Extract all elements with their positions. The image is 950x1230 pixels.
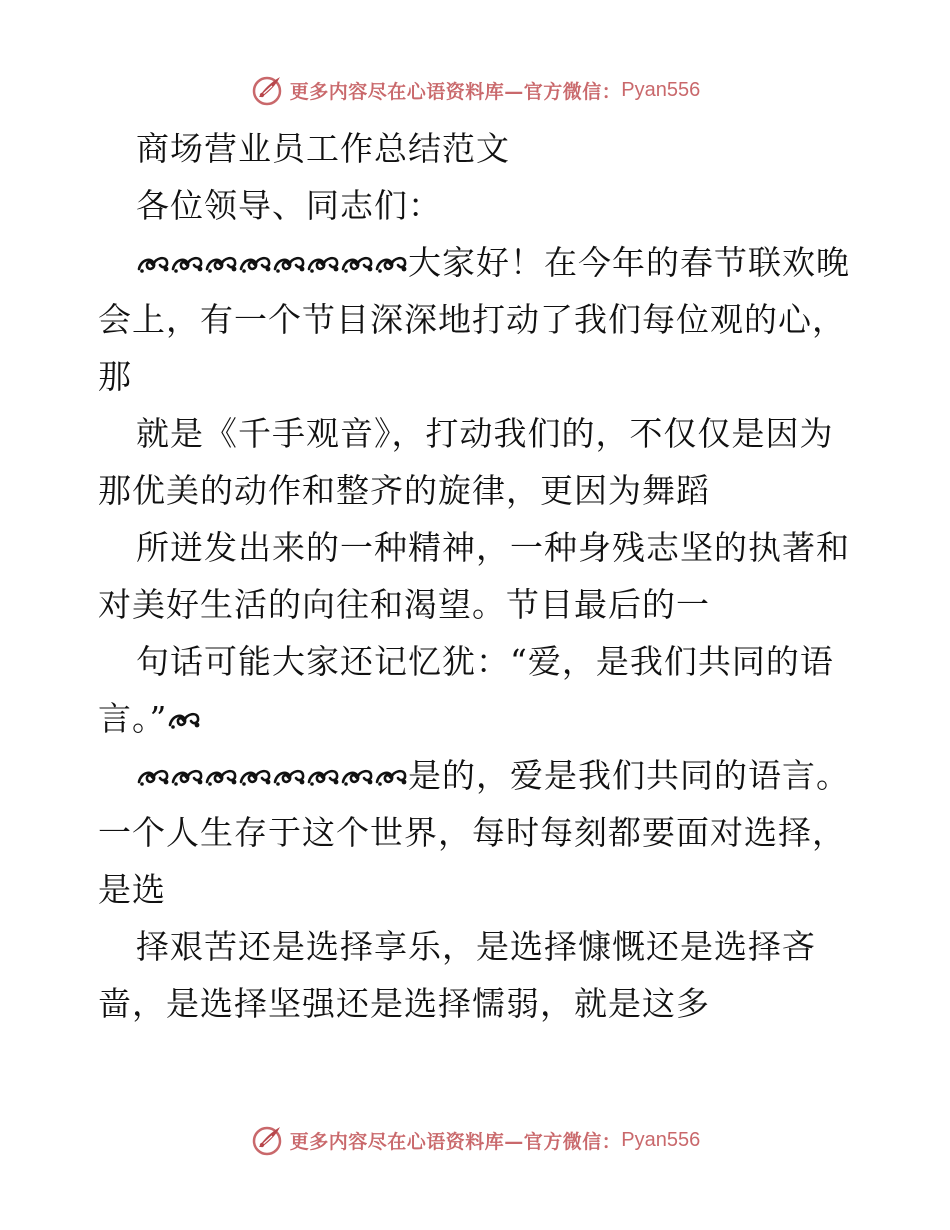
banner-text: 更多内容尽在心语资料库—官方微信：	[289, 1130, 622, 1153]
text-line	[98, 747, 888, 804]
swirl-ornament-icon	[306, 235, 340, 257]
swirl-ornament-icon	[136, 235, 170, 257]
swirl-ornament-icon	[170, 748, 204, 770]
swirl-ornament-icon	[272, 748, 306, 770]
line-text: 各位领导、同志们：	[136, 186, 442, 225]
line-text: 那优美的动作和整齐的旋律，更因为舞蹈	[98, 471, 710, 510]
swirl-ornament-icon	[136, 748, 170, 770]
header-banner	[0, 70, 950, 110]
text-line	[98, 462, 888, 519]
text-line	[98, 519, 888, 576]
line-text: 大家好！在今年的春节联欢晚	[408, 243, 850, 282]
swirl-ornament-icon	[238, 748, 272, 770]
text-line	[98, 975, 888, 1032]
swirl-ornament-icon	[272, 235, 306, 257]
text-line	[98, 576, 888, 633]
footer-banner	[0, 1120, 950, 1160]
swirl-ornament-icon	[374, 748, 408, 770]
line-text: 是的，爱是我们共同的语言。	[408, 756, 850, 795]
line-text: 就是《千手观音》，打动我们的，不仅仅是因为	[136, 414, 834, 453]
line-text: 所迸发出来的一种精神，一种身残志坚的执著和	[136, 528, 850, 567]
text-line	[98, 348, 888, 405]
quill-seal-icon	[250, 1123, 284, 1157]
text-line	[98, 633, 888, 690]
banner-text: 更多内容尽在心语资料库—官方微信：	[289, 80, 622, 103]
line-text: 商场营业员工作总结范文	[136, 129, 510, 168]
line-text: 会上，有一个节目深深地打动了我们每位观的心，	[98, 300, 846, 339]
text-line	[98, 405, 888, 462]
line-text: 是选	[98, 870, 166, 909]
text-line	[98, 804, 888, 861]
line-text: 那	[98, 357, 132, 396]
document-body	[98, 120, 888, 1032]
quill-seal-icon	[250, 73, 284, 107]
swirl-ornament-icon	[170, 235, 204, 257]
text-line	[98, 177, 888, 234]
swirl-ornament-icon	[374, 235, 408, 257]
text-line	[98, 291, 888, 348]
text-line	[98, 234, 888, 291]
banner-account: Pyan556	[621, 78, 701, 101]
swirl-ornament-icon	[204, 748, 238, 770]
line-text: 啬，是选择坚强还是选择懦弱，就是这多	[98, 984, 710, 1023]
text-line	[98, 120, 888, 177]
text-line	[98, 918, 888, 975]
text-line	[98, 690, 888, 747]
banner-account: Pyan556	[621, 1128, 701, 1151]
line-text: 言。”	[98, 699, 168, 738]
line-text: 句话可能大家还记忆犹：“爱，是我们共同的语	[136, 642, 834, 681]
line-text: 对美好生活的向往和渴望。节目最后的一	[98, 585, 710, 624]
swirl-ornament-icon	[238, 235, 272, 257]
line-text: 择艰苦还是选择享乐，是选择慷慨还是选择吝	[136, 927, 816, 966]
swirl-ornament-icon	[340, 235, 374, 257]
swirl-ornament-icon	[306, 748, 340, 770]
line-text: 一个人生存于这个世界，每时每刻都要面对选择，	[98, 813, 846, 852]
swirl-ornament-icon	[204, 235, 238, 257]
swirl-ornament-icon	[340, 748, 374, 770]
swirl-ornament-icon	[167, 691, 201, 713]
text-line	[98, 861, 888, 918]
